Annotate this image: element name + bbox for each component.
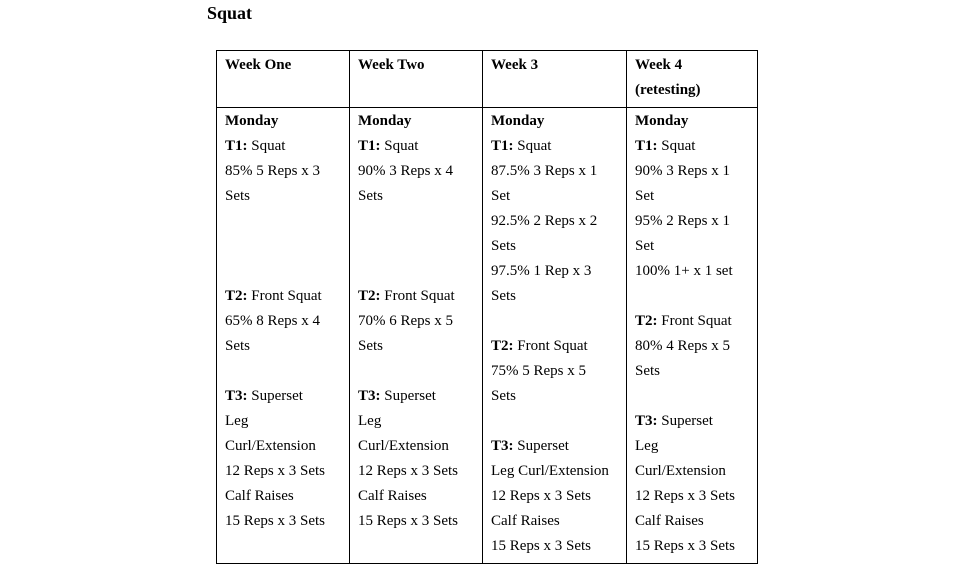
prescription-line: 12 Reps x 3 Sets [491, 488, 592, 504]
tier-label: T2: [491, 338, 514, 354]
prescription-line: Sets [491, 238, 517, 254]
exercise-heading [358, 384, 474, 409]
tier-label: T2: [358, 288, 381, 304]
prescription-line: 12 Reps x 3 Sets [635, 488, 736, 504]
tier-label: T3: [225, 388, 248, 404]
exercise-name: Squat [513, 138, 552, 154]
week-header-label: Week 4 [635, 57, 683, 73]
exercise-name: Front Squat [657, 313, 732, 329]
week-plan-cell [483, 108, 627, 564]
blank-line [225, 359, 341, 384]
blank-line [635, 384, 749, 409]
week-plan-cell [627, 108, 758, 564]
prescription-line: Curl/Extension [225, 438, 316, 454]
blank-line [225, 234, 341, 259]
tier-label: T2: [225, 288, 248, 304]
week-header-cell [350, 51, 483, 108]
prescription-line: Sets [491, 288, 517, 304]
tier-label: T2: [635, 313, 658, 329]
prescription-line: 97.5% 1 Rep x 3 [491, 263, 592, 279]
blank-line [491, 409, 618, 434]
training-plan-table [216, 50, 758, 564]
exercise-heading [358, 284, 474, 309]
exercise-heading [225, 384, 341, 409]
tier-label: T3: [358, 388, 381, 404]
exercise-name: Squat [247, 138, 286, 154]
tier-label: T1: [491, 138, 514, 154]
exercise-name: Squat [380, 138, 419, 154]
prescription-line: Calf Raises [225, 488, 294, 504]
exercise-name: Front Squat [247, 288, 322, 304]
exercise-heading [225, 284, 341, 309]
prescription-line: 12 Reps x 3 Sets [225, 463, 326, 479]
prescription-line: 92.5% 2 Reps x 2 [491, 213, 598, 229]
prescription-line: Sets [491, 388, 517, 404]
exercise-heading [491, 334, 618, 359]
tier-label: T1: [358, 138, 381, 154]
page-title: Squat [207, 3, 253, 23]
prescription-line: 12 Reps x 3 Sets [358, 463, 459, 479]
prescription-line: Curl/Extension [635, 463, 726, 479]
blank-line [358, 259, 474, 284]
day-label: Monday [225, 113, 279, 129]
day-label: Monday [491, 113, 545, 129]
week-header-label: Week 3 [491, 57, 539, 73]
week-header-cell [217, 51, 350, 108]
week-header-label: Week Two [358, 57, 425, 73]
exercise-name: Front Squat [513, 338, 588, 354]
exercise-name: Superset [657, 413, 713, 429]
week-plan-cell [217, 108, 350, 564]
exercise-heading [225, 134, 341, 159]
exercise-heading [635, 309, 749, 334]
tier-label: T3: [491, 438, 514, 454]
prescription-line: Leg [358, 413, 382, 429]
table-header-row [217, 51, 758, 108]
prescription-line: Calf Raises [491, 513, 560, 529]
blank-line [635, 284, 749, 309]
prescription-line: Set [635, 238, 655, 254]
tier-label: T3: [635, 413, 658, 429]
tier-label: T1: [225, 138, 248, 154]
blank-line [491, 309, 618, 334]
prescription-line: Curl/Extension [358, 438, 449, 454]
exercise-heading [491, 134, 618, 159]
exercise-heading [635, 409, 749, 434]
prescription-line: Calf Raises [358, 488, 427, 504]
prescription-line: 15 Reps x 3 Sets [358, 513, 459, 529]
prescription-line: 75% 5 Reps x 5 [491, 363, 586, 379]
prescription-line: Calf Raises [635, 513, 704, 529]
table-body-row [217, 108, 758, 564]
blank-line [225, 259, 341, 284]
week-plan-cell [350, 108, 483, 564]
exercise-heading [358, 134, 474, 159]
exercise-name: Front Squat [380, 288, 455, 304]
exercise-heading [635, 134, 749, 159]
blank-line [358, 359, 474, 384]
prescription-line: Sets [635, 363, 661, 379]
prescription-line: Set [635, 188, 655, 204]
tier-label: T1: [635, 138, 658, 154]
prescription-line: 85% 5 Reps x 3 [225, 163, 320, 179]
day-label: Monday [358, 113, 412, 129]
prescription-line: Sets [358, 338, 384, 354]
exercise-heading [491, 434, 618, 459]
prescription-line: 15 Reps x 3 Sets [635, 538, 736, 554]
prescription-line: Sets [225, 338, 251, 354]
prescription-line: 95% 2 Reps x 1 [635, 213, 730, 229]
prescription-line: 90% 3 Reps x 1 [635, 163, 730, 179]
prescription-line: 80% 4 Reps x 5 [635, 338, 730, 354]
week-header-cell [483, 51, 627, 108]
prescription-line: Sets [225, 188, 251, 204]
prescription-line: Sets [358, 188, 384, 204]
day-label: Monday [635, 113, 689, 129]
week-header-label: (retesting) [635, 82, 701, 98]
prescription-line: Leg [225, 413, 249, 429]
prescription-line: 65% 8 Reps x 4 [225, 313, 320, 329]
prescription-line: Leg [635, 438, 659, 454]
prescription-line: 90% 3 Reps x 4 [358, 163, 453, 179]
prescription-line: Set [491, 188, 511, 204]
week-header-cell [627, 51, 758, 108]
exercise-name: Superset [247, 388, 303, 404]
exercise-name: Superset [380, 388, 436, 404]
blank-line [225, 209, 341, 234]
exercise-name: Superset [513, 438, 569, 454]
prescription-line: 87.5% 3 Reps x 1 [491, 163, 598, 179]
prescription-line: 100% 1+ x 1 set [635, 263, 733, 279]
prescription-line: 70% 6 Reps x 5 [358, 313, 453, 329]
prescription-line: Leg Curl/Extension [491, 463, 609, 479]
blank-line [358, 209, 474, 234]
exercise-name: Squat [657, 138, 696, 154]
prescription-line: 15 Reps x 3 Sets [225, 513, 326, 529]
blank-line [358, 234, 474, 259]
week-header-label: Week One [225, 57, 292, 73]
prescription-line: 15 Reps x 3 Sets [491, 538, 592, 554]
